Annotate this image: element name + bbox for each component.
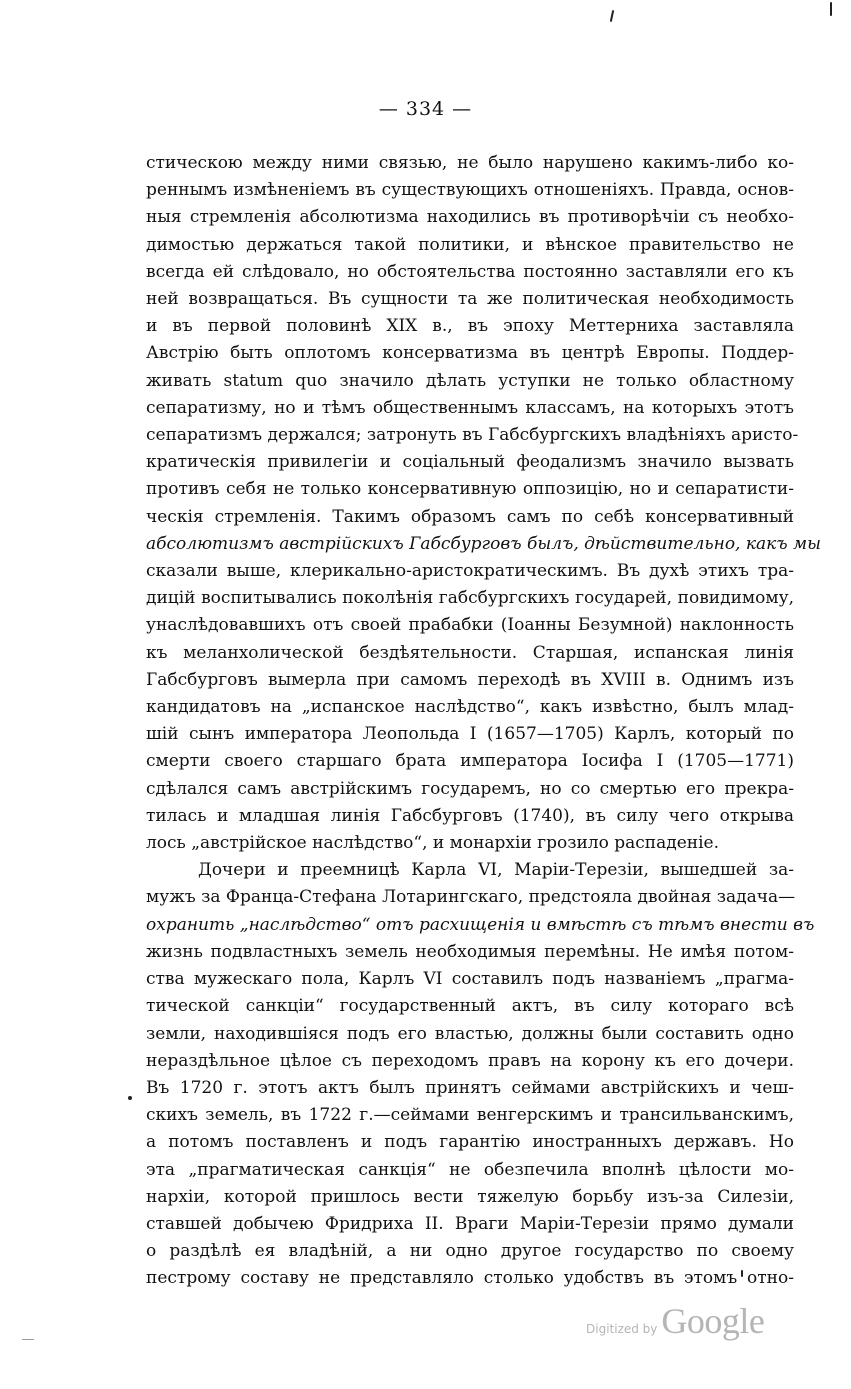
text-line: шій сынъ императора Леопольда I (1657—1705) Карлъ, который по xyxy=(146,724,794,745)
text-line: эта „прагматическая санкція“ не обезпечила вполнѣ цѣлости мо- xyxy=(146,1159,794,1180)
text-line: реннымъ измѣненіемъ въ существующихъ отношеніяхъ. Правда, основ- xyxy=(146,180,794,201)
ink-speck xyxy=(22,1339,34,1340)
text-line: нархіи, которой пришлось вести тяжелую борьбу изъ-за Силезіи, xyxy=(146,1186,794,1207)
text-line: живать statum quo значило дѣлать уступки не только областному xyxy=(146,370,794,391)
google-logo: Google xyxy=(661,1301,765,1341)
text-line: нераздѣльное цѣлое съ переходомъ правъ на корону къ его дочери. xyxy=(146,1050,794,1071)
digitized-by-google-watermark xyxy=(586,1300,764,1342)
text-line: мужъ за Франца-Стефана Лотарингскаго, предстояла двойная задача— xyxy=(146,887,796,908)
text-line: ческія стремленія. Такимъ образомъ самъ по себѣ консервативный xyxy=(146,506,794,527)
text-line: стическою между ними связью, не было нарушено какимъ-либо ко- xyxy=(146,153,794,173)
text-line: Австрію быть оплотомъ консерватизма въ центрѣ Европы. Поддер- xyxy=(146,343,794,364)
text-line: земли, находившіяся подъ его властью, должны были составить одно xyxy=(146,1023,794,1044)
text-line: противъ себя не только консервативную оппозицію, но и сепаратисти- xyxy=(146,479,794,500)
text-line: о раздѣлѣ ея владѣній, а ни одно другое государство по своему xyxy=(146,1241,794,1262)
text-line: ныя стремленія абсолютизма находились въ противорѣчіи съ необхо- xyxy=(146,207,794,228)
text-line: ней возвращаться. Въ сущности та же политическая необходимость xyxy=(146,289,794,310)
text-line: Въ 1720 г. этотъ актъ былъ принятъ сеймами австрійскихъ и чеш- xyxy=(146,1077,794,1098)
text-line: Дочери и преемницѣ Карла VI, Маріи-Терезіи, вышедшей за- xyxy=(198,860,794,881)
text-line: дицій воспитывались поколѣнія габсбургскихъ государей, повидимому, xyxy=(146,588,794,609)
text-line: скихъ земель, въ 1722 г.—сеймами венгерскимъ и трансильванскимъ, xyxy=(146,1105,794,1126)
paragraph-2 xyxy=(146,857,815,1292)
text-line: димостью держаться такой политики, и вѣнское правительство не xyxy=(146,234,794,255)
text-line: смерти своего старшаго брата императора Іосифа I (1705—1771) xyxy=(146,751,794,772)
text-line: сепаратизму, но и тѣмъ общественнымъ классамъ, на которыхъ этотъ xyxy=(146,397,794,418)
text-line: тилась и младшая линія Габсбурговъ (1740), въ силу чего открыва xyxy=(146,805,794,826)
ink-speck xyxy=(830,2,832,16)
text-line: ставшей добычею Фридриха II. Враги Маріи-Терезіи прямо думали xyxy=(146,1213,794,1234)
text-line: всегда ей слѣдовало, но обстоятельства постоянно заставляли его къ xyxy=(146,261,794,282)
text-line: ства мужескаго пола, Карлъ VI составилъ подъ названіемъ „прагма- xyxy=(146,969,794,990)
watermark-prefix: Digitized by xyxy=(586,1322,658,1336)
text-line-italic: абсолютизмъ австрійскихъ Габсбурговъ былъ, дѣйствительно, какъ мы xyxy=(146,533,821,554)
ink-speck xyxy=(128,1096,132,1100)
text-line: Габсбурговъ вымерла при самомъ переходѣ въ XVIII в. Однимъ изъ xyxy=(146,669,794,690)
text-line: къ меланхолической бездѣятельности. Старшая, испанская линія xyxy=(146,642,794,663)
text-line: кратическія привилегіи и соціальный феодализмъ значило вызвать xyxy=(146,452,794,473)
text-line: пестрому составу не представляло столько удобствъ въ этомъ отно- xyxy=(146,1268,794,1289)
text-line: тической санкціи“ государственный актъ, въ силу котораго всѣ xyxy=(146,996,794,1017)
page-number-header: — 334 — xyxy=(378,98,473,120)
page-body-text xyxy=(146,150,821,1293)
text-line: а потомъ поставленъ и подъ гарантію иностранныхъ державъ. Но xyxy=(146,1132,794,1153)
text-line: унаслѣдовавшихъ отъ своей прабабки (Іоанны Безумной) наклонность xyxy=(146,615,794,636)
text-line: кандидатовъ на „испанское наслѣдство“, какъ извѣстно, былъ млад- xyxy=(146,697,794,718)
paragraph-1 xyxy=(146,150,821,857)
text-line: сепаратизмъ держался; затронуть въ Габсбургскихъ владѣніяхъ аристо- xyxy=(146,425,799,446)
text-line: и въ первой половинѣ XIX в., въ эпоху Меттерниха заставляла xyxy=(146,316,794,337)
ink-speck xyxy=(610,10,614,22)
text-line: сказали выше, клерикально-аристократическимъ. Въ духѣ этихъ тра- xyxy=(146,561,794,582)
text-line: сдѣлался самъ австрійскимъ государемъ, но со смертью его прекра- xyxy=(146,778,794,799)
text-line-italic: охранить „наслѣдство“ отъ расхищенія и вмѣстѣ съ тѣмъ внести въ xyxy=(146,914,815,935)
text-line: жизнь подвластныхъ земель необходимыя перемѣны. Не имѣя потом- xyxy=(146,941,794,962)
text-line: лось „австрійское наслѣдство“, и монархіи грозило распаденіе. xyxy=(146,833,720,854)
